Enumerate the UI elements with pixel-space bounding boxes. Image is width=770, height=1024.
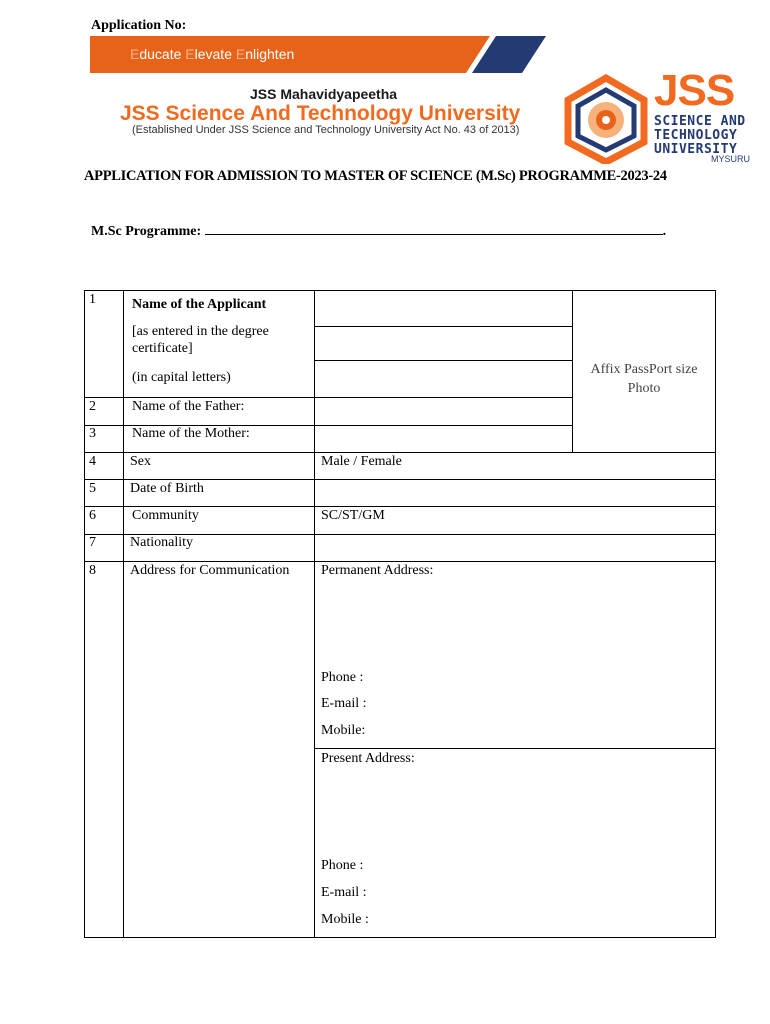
applicant-name-note-2: certificate] (132, 341, 193, 356)
present-email-label: E-mail : (321, 885, 367, 900)
sex-options[interactable]: Male / Female (321, 454, 402, 469)
application-form-table (84, 290, 716, 938)
applicant-name-field-2[interactable] (315, 327, 572, 360)
present-phone-label: Phone : (321, 858, 364, 873)
applicant-name-field-1[interactable] (315, 291, 572, 326)
application-number-label: Application No: (91, 18, 187, 33)
dob-field[interactable] (315, 480, 715, 506)
logo-line-3: UNIVERSITY (654, 142, 738, 157)
permanent-email-label: E-mail : (321, 696, 367, 711)
form-title: APPLICATION FOR ADMISSION TO MASTER OF SCIENCE (M.Sc) PROGRAMME-2023-24 (84, 168, 667, 184)
applicant-name-label: Name of the Applicant (132, 297, 267, 312)
establishment-note: (Established Under JSS Science and Technology University Act No. 43 of 2013) (132, 124, 520, 136)
mother-name-label: Name of the Mother: (132, 426, 250, 441)
nationality-label: Nationality (130, 535, 193, 550)
present-address-heading: Present Address: (321, 751, 415, 766)
tagline: Educate Elevate Enlighten (130, 46, 295, 62)
logo-jss-text: JSS (654, 66, 735, 115)
present-address-field[interactable] (315, 770, 715, 858)
permanent-address-heading: Permanent Address: (321, 563, 434, 578)
applicant-name-note-1: [as entered in the degree (132, 324, 269, 339)
father-name-field[interactable] (315, 398, 572, 425)
logo-line-2: TECHNOLOGY (654, 128, 738, 143)
programme-label: M.Sc Programme: (91, 224, 202, 239)
programme-end: . (662, 224, 667, 239)
logo-line-1: SCIENCE AND (654, 114, 746, 129)
logo-emblem-icon (558, 74, 654, 164)
row-number-8: 8 (89, 563, 96, 578)
father-name-label: Name of the Father: (132, 399, 245, 414)
row-number-2: 2 (89, 399, 96, 414)
row-number-4: 4 (89, 454, 96, 469)
nationality-field[interactable] (315, 535, 715, 561)
row-number-6: 6 (89, 508, 96, 523)
applicant-name-note-3: (in capital letters) (132, 370, 231, 385)
photo-box (580, 360, 708, 398)
row-number-3: 3 (89, 426, 96, 441)
present-mobile-label: Mobile : (321, 912, 369, 927)
university-logo (558, 66, 758, 170)
photo-instruction-2: Photo (627, 381, 661, 396)
row-number-1: 1 (89, 292, 96, 307)
mother-name-field[interactable] (315, 426, 572, 452)
programme-blank-field[interactable] (205, 222, 663, 235)
programme-line (91, 222, 666, 240)
row-number-7: 7 (89, 535, 96, 550)
community-label: Community (132, 508, 199, 523)
university-name: JSS Science And Technology University (120, 102, 521, 125)
address-label: Address for Communication (130, 563, 290, 578)
permanent-mobile-label: Mobile: (321, 723, 366, 738)
row-number-5: 5 (89, 481, 96, 496)
photo-instruction-1: Affix PassPort size (590, 362, 698, 377)
applicant-name-field-3[interactable] (315, 361, 572, 397)
tagline-banner (90, 36, 546, 73)
sex-label: Sex (130, 454, 151, 469)
permanent-address-field[interactable] (315, 582, 715, 670)
logo-city: MYSURU (711, 154, 751, 164)
permanent-phone-label: Phone : (321, 670, 364, 685)
community-options[interactable]: SC/ST/GM (321, 508, 385, 523)
dob-label: Date of Birth (130, 481, 204, 496)
parent-organization: JSS Mahavidyapeetha (250, 86, 398, 102)
